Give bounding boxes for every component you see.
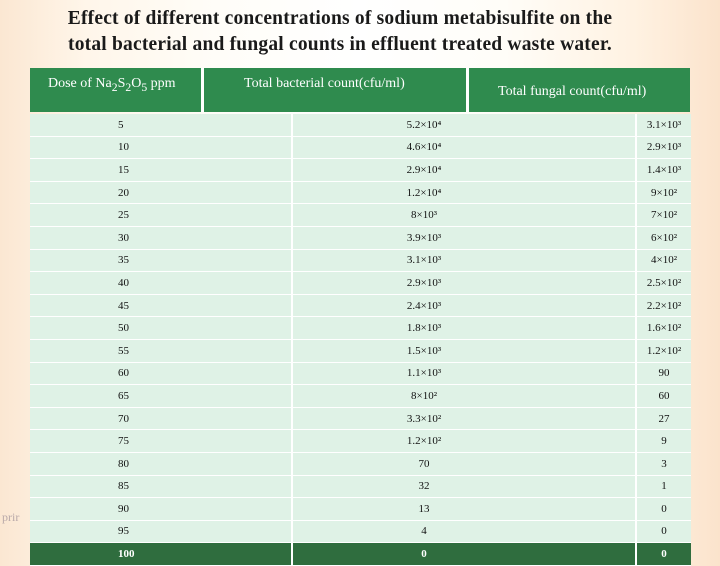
fungal-count-cell: 60	[637, 385, 691, 408]
fungal-count-cell: 0	[637, 543, 691, 566]
header-divider	[201, 68, 204, 112]
fungal-count-cell: 90	[637, 363, 691, 386]
fungal-count-cell: 2.2×10²	[637, 295, 691, 318]
table-row	[30, 159, 691, 182]
dose-cell: 15	[30, 159, 293, 182]
bacterial-count-cell: 5.2×10⁴	[293, 114, 637, 137]
bacterial-count-cell: 1.2×10⁴	[293, 182, 637, 205]
table-row	[30, 114, 691, 137]
fungal-count-cell: 3	[637, 453, 691, 476]
table-row	[30, 317, 691, 340]
table-row	[30, 453, 691, 476]
fungal-count-cell: 2.5×10²	[637, 272, 691, 295]
bacterial-count-cell: 2.9×10⁴	[293, 159, 637, 182]
bacterial-count-cell: 3.1×10³	[293, 250, 637, 273]
dose-cell: 40	[30, 272, 293, 295]
fungal-count-cell: 6×10²	[637, 227, 691, 250]
bacterial-count-cell: 1.5×10³	[293, 340, 637, 363]
table-row	[30, 498, 691, 521]
table-row	[30, 272, 691, 295]
fungal-count-cell: 1.4×10³	[637, 159, 691, 182]
fungal-count-cell: 1.6×10²	[637, 317, 691, 340]
dose-cell: 65	[30, 385, 293, 408]
fungal-count-cell: 1	[637, 476, 691, 499]
page-title	[0, 6, 680, 58]
table-row	[30, 476, 691, 499]
dose-cell: 25	[30, 204, 293, 227]
bacterial-count-cell: 1.8×10³	[293, 317, 637, 340]
dose-cell: 35	[30, 250, 293, 273]
bacterial-count-cell: 13	[293, 498, 637, 521]
dose-cell: 20	[30, 182, 293, 205]
table-row	[30, 430, 691, 453]
bacterial-count-cell: 70	[293, 453, 637, 476]
fungal-count-cell: 2.9×10³	[637, 137, 691, 160]
fungal-count-cell: 4×10²	[637, 250, 691, 273]
fungal-count-cell: 0	[637, 521, 691, 544]
data-table	[30, 114, 691, 566]
dose-cell: 70	[30, 408, 293, 431]
dose-cell: 90	[30, 498, 293, 521]
dose-cell: 50	[30, 317, 293, 340]
bacterial-count-cell: 1.2×10²	[293, 430, 637, 453]
header-fungal: Total fungal count(cfu/ml)	[498, 84, 647, 99]
table-row	[30, 363, 691, 386]
table-row	[30, 340, 691, 363]
dose-cell: 60	[30, 363, 293, 386]
dose-cell: 55	[30, 340, 293, 363]
dose-cell: 85	[30, 476, 293, 499]
table-row	[30, 137, 691, 160]
watermark-text: prir	[2, 510, 20, 524]
table-row	[30, 204, 691, 227]
header-dose: Dose of $Na_2S_2O_5$ ppm	[48, 76, 176, 94]
bacterial-count-cell: 8×10³	[293, 204, 637, 227]
bacterial-count-cell: 3.3×10²	[293, 408, 637, 431]
fungal-count-cell: 27	[637, 408, 691, 431]
dose-cell: 5	[30, 114, 293, 137]
dose-cell: 80	[30, 453, 293, 476]
bacterial-count-cell: 32	[293, 476, 637, 499]
table-row	[30, 250, 691, 273]
table-row	[30, 385, 691, 408]
title-line-2: total bacterial and fungal counts in effluent treated waste water.	[68, 34, 612, 55]
bacterial-count-cell: 0	[293, 543, 637, 566]
fungal-count-cell: 9×10²	[637, 182, 691, 205]
dose-cell: 75	[30, 430, 293, 453]
dose-cell: 95	[30, 521, 293, 544]
bacterial-count-cell: 4.6×10⁴	[293, 137, 637, 160]
header-divider	[466, 68, 469, 112]
dose-cell: 30	[30, 227, 293, 250]
fungal-count-cell: 1.2×10²	[637, 340, 691, 363]
dose-cell: 10	[30, 137, 293, 160]
bacterial-count-cell: 4	[293, 521, 637, 544]
bacterial-count-cell: 3.9×10³	[293, 227, 637, 250]
table-row	[30, 182, 691, 205]
bacterial-count-cell: 2.9×10³	[293, 272, 637, 295]
title-line-1: Effect of different concentrations of sodium metabisulfite on the	[67, 8, 613, 29]
fungal-count-cell: 9	[637, 430, 691, 453]
fungal-count-cell: 0	[637, 498, 691, 521]
fungal-count-cell: 3.1×10³	[637, 114, 691, 137]
bacterial-count-cell: 8×10²	[293, 385, 637, 408]
dose-cell: 100	[30, 543, 293, 566]
dose-cell: 45	[30, 295, 293, 318]
table-header	[30, 68, 690, 112]
bacterial-count-cell: 1.1×10³	[293, 363, 637, 386]
table-row	[30, 227, 691, 250]
fungal-count-cell: 7×10²	[637, 204, 691, 227]
table-row	[30, 408, 691, 431]
header-bacterial: Total bacterial count(cfu/ml)	[244, 76, 405, 91]
table-row	[30, 295, 691, 318]
table-row	[30, 543, 691, 566]
bacterial-count-cell: 2.4×10³	[293, 295, 637, 318]
